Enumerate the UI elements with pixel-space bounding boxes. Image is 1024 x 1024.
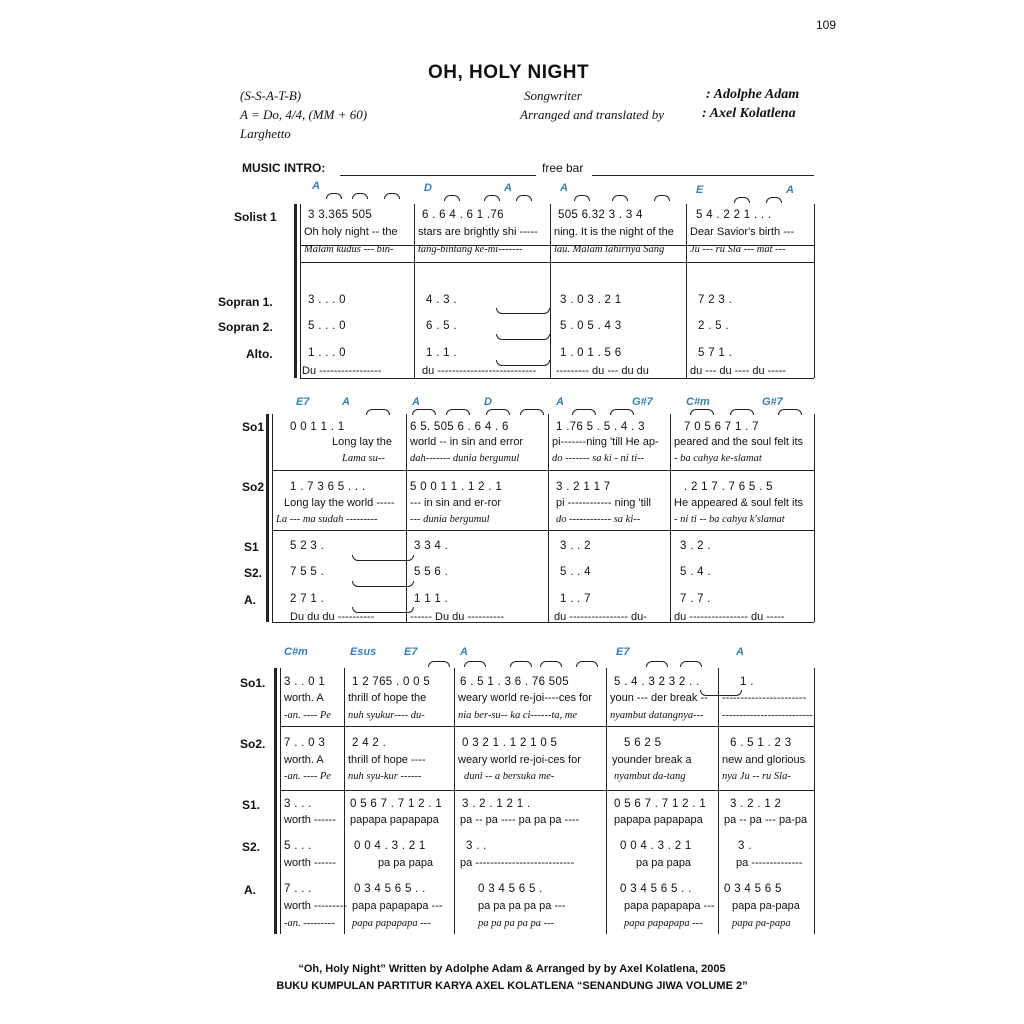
fermata: [734, 197, 750, 203]
part-label-alto: Alto.: [246, 347, 273, 361]
system-2-bracket: [266, 414, 269, 622]
so1-notes: 0 0 1 1 . 1: [290, 421, 345, 433]
solist-lyrics: Oh holy night -- the: [304, 226, 398, 238]
chord-symbol: E: [696, 184, 704, 196]
so2-notes: 6 . 5 1 . 2 3: [730, 737, 792, 749]
sopran1-notes: 4 . 3 .: [426, 294, 457, 306]
s2-lyrics: worth ------: [284, 857, 336, 869]
fermata: [572, 409, 596, 415]
so2-lyrics-indonesian: duni -- a bersuka me-: [464, 771, 555, 782]
s2-notes: 3 .: [738, 840, 752, 852]
a-notes: 7 . 7 .: [680, 593, 711, 605]
chord-symbol: A: [342, 396, 350, 408]
so1-notes: 5 . 4 . 3 2 3 2 . .: [614, 676, 700, 688]
so1-lyrics: world -- in sin and error: [410, 436, 524, 448]
fermata: [680, 661, 702, 667]
fermata: [384, 193, 400, 199]
barline: [670, 414, 671, 622]
so2-lyrics-indonesian: -an. ---- Pe: [284, 771, 331, 782]
chord-symbol: G#7: [762, 396, 783, 408]
barline: [814, 414, 815, 622]
part-label-sopran-2: Sopran 2.: [218, 320, 273, 334]
fermata: [326, 193, 342, 199]
fermata: [366, 409, 390, 415]
footer-book-title: BUKU KUMPULAN PARTITUR KARYA AXEL KOLATLENA “SENANDUNG JIWA VOLUME 2”: [276, 980, 748, 992]
sopran2-notes: 5 . . . 0: [308, 320, 346, 332]
s1-notes: 3 . . 2: [560, 540, 591, 552]
s2-notes: 5 5 6 .: [414, 566, 449, 578]
fermata: [610, 409, 634, 415]
chord-symbol: E7: [404, 646, 418, 658]
part-label-so1: So1.: [240, 676, 266, 690]
so2-lyrics-indonesian: La --- ma sudah ---------: [276, 514, 378, 525]
so2-lyrics-indonesian: nuh syu-kur ------: [348, 771, 422, 782]
song-title: OH, HOLY NIGHT: [428, 62, 590, 83]
fermata: [516, 195, 532, 201]
arranger-label: Arranged and translated by: [520, 107, 665, 122]
solist-notes: 5 4 . 2 2 1 . . .: [696, 209, 772, 221]
part-label-so1: So1: [242, 420, 265, 434]
part-label-a: A.: [244, 593, 256, 607]
a-lyrics: papa papapapa ---: [352, 900, 443, 912]
a-lyrics-indonesian: papa pa-papa: [732, 918, 791, 929]
so1-notes: 1 2 765 . 0 0 5: [352, 676, 431, 688]
part-label-so2: So2: [242, 480, 265, 494]
solist-notes: 3 3.365 505: [308, 209, 373, 221]
so2-notes: 3 . 2 1 1 7: [556, 481, 611, 493]
a-notes: 0 3 4 5 6 5 . .: [620, 883, 692, 895]
fermata: [464, 661, 486, 667]
s2-notes: 5 . 4 .: [680, 566, 711, 578]
s1-lyrics: pa -- pa ---- pa pa pa ----: [460, 814, 580, 826]
a-notes: 1 1 1 .: [414, 593, 449, 605]
solist-lyrics-indonesian: lau. Malam lahirnya Sang: [554, 244, 665, 255]
s1-notes: 3 . 2 . 1 2: [730, 798, 782, 810]
so2-lyrics: worth. A: [284, 754, 324, 766]
so2-lyrics: --- in sin and er-ror: [410, 497, 502, 509]
part-label-sopran-1: Sopran 1.: [218, 295, 273, 309]
part-label-s1: S1.: [242, 798, 261, 812]
fermata: [412, 409, 436, 415]
fermata: [778, 409, 802, 415]
so1-lyrics: thrill of hope the: [348, 692, 427, 704]
a-lyrics: worth ---------: [284, 900, 347, 912]
alto-notes: 1 . 1 .: [426, 347, 457, 359]
part-label-s2: S2.: [242, 840, 261, 854]
so2-lyrics-indonesian: nyambut da-tang: [614, 771, 686, 782]
s2-notes: 0 0 4 . 3 . 2 1: [354, 840, 426, 852]
s1-notes: 3 . . .: [284, 798, 312, 810]
songwriter-name: : Adolphe Adam: [706, 87, 800, 102]
alto-notes: 1 . . . 0: [308, 347, 346, 359]
s2-lyrics: pa pa papa: [636, 857, 692, 869]
alto-notes: 1 . 0 1 . 5 6: [560, 347, 622, 359]
staff-divider: [272, 470, 814, 471]
chord-symbol: D: [424, 182, 432, 194]
s1-notes: 3 3 4 .: [414, 540, 449, 552]
chord-symbol: E7: [616, 646, 630, 658]
so2-lyrics: younder break a: [612, 754, 692, 766]
a-lyrics-indonesian: papa papapapa ---: [624, 918, 703, 929]
tie: [352, 555, 414, 561]
a-notes: 1 . . 7: [560, 593, 591, 605]
intro-blank-line: [340, 175, 536, 176]
chord-symbol: A: [504, 182, 512, 194]
so1-notes: 7 0 5 6 7 1 . 7: [684, 421, 759, 433]
part-label-solist-1: Solist 1: [234, 210, 277, 224]
fermata: [444, 195, 460, 201]
solist-lyrics: Dear Savior's birth ---: [690, 226, 795, 238]
sopran2-notes: 6 . 5 .: [426, 320, 457, 332]
tie: [496, 308, 550, 314]
solist-lyrics-indonesian: Malam kudus --- bin-: [304, 244, 394, 255]
so1-lyrics-indonesian: - ba cahya ke-slamat: [674, 453, 762, 464]
alto-notes: 5 7 1 .: [698, 347, 733, 359]
so1-lyrics: worth. A: [284, 692, 324, 704]
so1-lyrics: weary world re-joi----ces for: [458, 692, 592, 704]
staff-divider: [280, 790, 814, 791]
chord-symbol: A: [736, 646, 744, 658]
s2-notes: 7 5 5 .: [290, 566, 325, 578]
chord-symbol: C#m: [686, 396, 710, 408]
fermata: [446, 409, 470, 415]
a-notes: 7 . . .: [284, 883, 312, 895]
alto-lyrics: du ---------------------------: [422, 365, 537, 377]
free-bar-label: free bar: [542, 161, 584, 175]
so1-lyrics-indonesian: nyambut datangnya---: [610, 710, 704, 721]
chord-symbol: A: [560, 182, 568, 194]
staff-divider: [300, 262, 814, 263]
chord-symbol: A: [556, 396, 564, 408]
part-label-s1: S1: [244, 540, 259, 554]
barline: [344, 668, 345, 934]
s1-notes: 3 . 2 .: [680, 540, 711, 552]
s1-lyrics: pa -- pa --- pa-pa: [724, 814, 808, 826]
barline: [814, 204, 815, 378]
so1-lyrics-indonesian: Lama su--: [342, 453, 385, 464]
barline: [272, 414, 273, 622]
chord-symbol: G#7: [632, 396, 653, 408]
barline: [406, 414, 407, 622]
chord-symbol: A: [312, 180, 320, 192]
footer-credit: “Oh, Holy Night” Written by Adolphe Adam & Arranged by by Axel Kolatlena, 2005: [298, 963, 726, 975]
so1-lyrics-indonesian: nia ber-su-- ka ci------ta, me: [458, 710, 578, 721]
s1-lyrics: papapa papapapa: [350, 814, 439, 826]
chord-symbol: A: [460, 646, 468, 658]
so1-notes: 6 . 5 1 . 3 6 . 76 505: [460, 676, 569, 688]
a-lyrics: Du du du ----------: [290, 611, 375, 623]
a-notes: 0 3 4 5 6 5: [724, 883, 782, 895]
songwriter-label: Songwriter: [524, 88, 582, 103]
so1-notes: 1 .76 5 . 5 . 4 . 3: [556, 421, 645, 433]
barline: [280, 668, 281, 934]
sopran1-notes: 7 2 3 .: [698, 294, 733, 306]
so1-lyrics-indonesian: nuh syukur---- du-: [348, 710, 425, 721]
fermata: [766, 197, 782, 203]
part-label-s2: S2.: [244, 566, 263, 580]
s2-lyrics: pa pa papa: [378, 857, 434, 869]
so1-lyrics: pi-------ning 'till He ap-: [552, 436, 659, 448]
sopran2-notes: 5 . 0 5 . 4 3: [560, 320, 622, 332]
s2-lyrics: pa --------------: [736, 857, 803, 869]
so2-notes: 0 3 2 1 . 1 2 1 0 5: [462, 737, 558, 749]
a-notes: 0 3 4 5 6 5 .: [478, 883, 543, 895]
a-lyrics: pa pa pa pa pa ---: [478, 900, 566, 912]
a-lyrics: ------ Du du ----------: [410, 611, 505, 623]
page-number: 109: [816, 18, 837, 32]
so2-lyrics-indonesian: nya Ju -- ru Sla-: [722, 771, 791, 782]
a-lyrics: du ---------------- du -----: [674, 611, 785, 623]
system-1-bracket: [294, 204, 297, 378]
so2-notes: 1 . 7 3 6 5 . . .: [290, 481, 366, 493]
tie: [352, 581, 414, 587]
so1-notes: 6 5. 505 6 . 6 4 . 6: [410, 421, 509, 433]
fermata: [486, 409, 510, 415]
tempo-marking: Larghetto: [240, 126, 291, 141]
fermata: [654, 195, 670, 201]
a-lyrics: du ---------------- du-: [554, 611, 647, 623]
sopran2-notes: 2 . 5 .: [698, 320, 729, 332]
so1-notes: 3 . . 0 1: [284, 676, 326, 688]
fermata: [730, 409, 754, 415]
so2-lyrics: He appeared & soul felt its: [674, 497, 804, 509]
staff-divider: [280, 726, 814, 727]
s1-lyrics: worth ------: [284, 814, 336, 826]
free-bar-blank-line: [592, 175, 814, 176]
so2-notes: 5 6 2 5: [624, 737, 662, 749]
system-3-bracket: [274, 668, 277, 934]
fermata: [352, 193, 368, 199]
fermata: [576, 661, 598, 667]
part-label-so2: So2.: [240, 737, 266, 751]
so2-lyrics: new and glorious: [722, 754, 806, 766]
alto-lyrics: --------- du --- du du: [556, 365, 649, 377]
solist-notes: 6 . 6 4 . 6 1 .76: [422, 209, 504, 221]
s2-lyrics: pa ---------------------------: [460, 857, 575, 869]
so1-lyrics-indonesian: dah------- dunia bergumul: [410, 453, 520, 464]
so1-lyrics-indonesian: --------------------------: [722, 710, 813, 721]
chord-symbol: Esus: [350, 646, 377, 658]
part-label-a: A.: [244, 883, 256, 897]
staff-divider: [300, 378, 814, 379]
key-signature: A = Do, 4/4, (MM + 60): [240, 107, 368, 122]
solist-lyrics: ning. It is the night of the: [554, 226, 674, 238]
fermata: [612, 195, 628, 201]
tie: [496, 334, 550, 340]
chord-symbol: D: [484, 396, 492, 408]
s2-notes: 5 . . .: [284, 840, 312, 852]
so1-lyrics: peared and the soul felt its: [674, 436, 804, 448]
voicing: (S-S-A-T-B): [240, 88, 302, 103]
s1-lyrics: papapa papapapa: [614, 814, 703, 826]
so1-notes: 1 .: [740, 676, 754, 688]
s1-notes: 3 . 2 . 1 2 1 .: [462, 798, 531, 810]
so1-lyrics: -----------------------: [722, 692, 807, 704]
so2-lyrics: thrill of hope ----: [348, 754, 426, 766]
fermata: [574, 195, 590, 201]
fermata: [520, 409, 544, 415]
chord-symbol: A: [786, 184, 794, 196]
so2-notes: 5 0 0 1 1 . 1 2 . 1: [410, 481, 503, 493]
barline: [414, 204, 415, 378]
a-notes: 0 3 4 5 6 5 . .: [354, 883, 426, 895]
barline: [606, 668, 607, 934]
intro-label: MUSIC INTRO:: [242, 161, 326, 175]
chord-symbol: A: [412, 396, 420, 408]
solist-lyrics-indonesian: Ju --- ru Sla --- mat ---: [690, 244, 786, 255]
so2-lyrics-indonesian: do ------------ sa ki--: [556, 514, 641, 525]
s1-notes: 0 5 6 7 . 7 1 2 . 1: [614, 798, 707, 810]
a-lyrics: papa pa-papa: [732, 900, 800, 912]
barline: [300, 204, 301, 378]
so2-lyrics: pi ------------ ning 'till: [556, 497, 651, 509]
so1-lyrics-indonesian: -an. ---- Pe: [284, 710, 331, 721]
so1-lyrics: youn --- der break --: [610, 692, 708, 704]
a-lyrics-indonesian: -an. ---------: [284, 918, 335, 929]
sopran1-notes: 3 . 0 3 . 2 1: [560, 294, 622, 306]
so2-lyrics: weary world re-joi-ces for: [458, 754, 581, 766]
s2-notes: 5 . . 4: [560, 566, 591, 578]
so1-lyrics-indonesian: do ------- sa ki - ni ti--: [552, 453, 645, 464]
so2-notes: 7 . . 0 3: [284, 737, 326, 749]
solist-lyrics-indonesian: tang-bintang ke-mi-------: [418, 244, 523, 255]
fermata: [428, 661, 450, 667]
a-lyrics-indonesian: pa pa pa pa pa ---: [478, 918, 555, 929]
barline: [454, 668, 455, 934]
barline: [718, 668, 719, 934]
alto-lyrics: du --- du ---- du -----: [690, 365, 786, 377]
staff-divider: [272, 530, 814, 531]
sopran1-notes: 3 . . . 0: [308, 294, 346, 306]
s1-notes: 0 5 6 7 . 7 1 2 . 1: [350, 798, 443, 810]
so2-notes: 2 4 2 .: [352, 737, 387, 749]
a-lyrics: papa papapapa ---: [624, 900, 715, 912]
barline: [550, 204, 551, 378]
barline: [548, 414, 549, 622]
a-notes: 2 7 1 .: [290, 593, 325, 605]
fermata: [646, 661, 668, 667]
fermata: [540, 661, 562, 667]
fermata: [690, 409, 714, 415]
chord-symbol: E7: [296, 396, 310, 408]
barline: [814, 668, 815, 934]
so2-notes: . 2 1 7 . 7 6 5 . 5: [684, 481, 773, 493]
alto-lyrics: Du -----------------: [302, 365, 382, 377]
fermata: [484, 195, 500, 201]
so2-lyrics: Long lay the world -----: [284, 497, 395, 509]
so2-lyrics-indonesian: - ni ti -- ba cahya k'slamat: [674, 514, 785, 525]
s2-notes: 0 0 4 . 3 . 2 1: [620, 840, 692, 852]
so2-lyrics-indonesian: --- dunia bergumul: [410, 514, 490, 525]
a-lyrics-indonesian: papa papapapa ---: [352, 918, 431, 929]
so1-lyrics: Long lay the: [332, 436, 392, 448]
solist-lyrics: stars are brightly shi -----: [418, 226, 538, 238]
solist-notes: 505 6.32 3 . 3 4: [558, 209, 643, 221]
s1-notes: 5 2 3 .: [290, 540, 325, 552]
barline: [686, 204, 687, 378]
arranger-name: : Axel Kolatlena: [702, 106, 796, 121]
s2-notes: 3 . .: [466, 840, 487, 852]
fermata: [510, 661, 532, 667]
chord-symbol: C#m: [284, 646, 308, 658]
